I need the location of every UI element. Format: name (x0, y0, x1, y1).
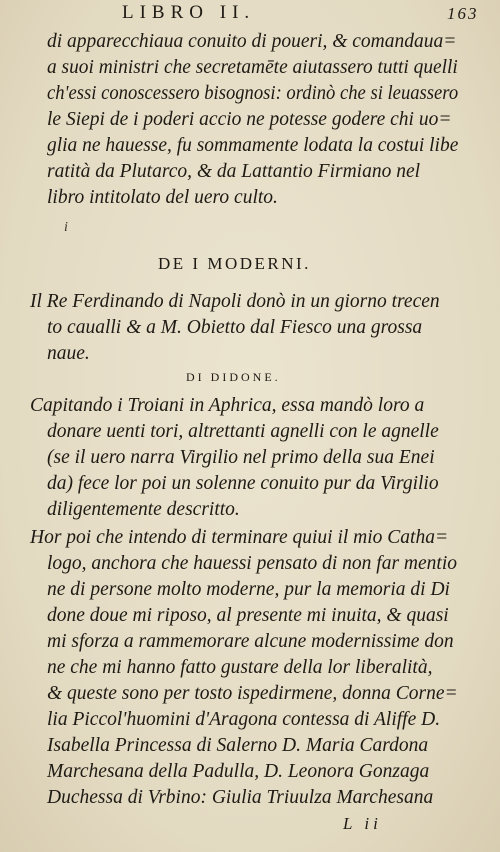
text-line: ne che mi hanno fatto gustare della lor liberalità, (47, 657, 433, 678)
text-line: da) fece lor poi un solenne conuito pur da Virgilio (47, 473, 439, 494)
margin-mark: i (64, 220, 70, 235)
text-line: glia ne hauesse, fu sommamente lodata la costui libe (47, 135, 459, 156)
text-line: ch'essi conoscessero bisognosi: ordinò che si leuassero (47, 83, 459, 104)
text-line: & queste sono per tosto ispedirmene, donna Corne= (47, 683, 458, 704)
text-line: to caualli & a M. Obietto dal Fiesco una grossa (47, 317, 423, 338)
signature-mark: L ii (343, 814, 382, 833)
text-line: (se il uero narra Virgilio nel primo della sua Enei (47, 447, 435, 468)
text-line: ne di persone molto moderne, pur la memoria di Di (47, 579, 450, 600)
text-line: donare uenti tori, altrettanti agnelli con le agnelle (47, 421, 439, 442)
text-line: Hor poi che intendo di terminare quiui il mio Catha= (30, 527, 449, 548)
text-line: a suoi ministri che secretamēte aiutassero tutti quelli (47, 57, 458, 78)
text-line: Isabella Princessa di Salerno D. Maria Cardona (47, 735, 429, 756)
text-line: done doue mi riposo, al presente mi inuita, & quasi (47, 605, 449, 626)
running-head: LIBRO II. (122, 2, 256, 23)
text-line: lia Piccol'huomini d'Aragona contessa di Aliffe D. (47, 709, 441, 730)
section-heading: DE I MODERNI. (158, 254, 311, 273)
text-line: Marchesana della Padulla, D. Leonora Gonzaga (47, 761, 430, 782)
text-line: Capitando i Troiani in Aphrica, essa mandò loro a (30, 395, 425, 416)
text-line: naue. (47, 343, 90, 364)
text-line: libro intitolato del uero culto. (47, 187, 278, 208)
text-line: Duchessa di Vrbino: Giulia Triuulza Marchesana (47, 787, 434, 808)
text-line: Il Re Ferdinando di Napoli donò in un giorno trecen (30, 291, 440, 312)
text-line: diligentemente descritto. (47, 499, 240, 520)
text-line: di apparecchiaua conuito di poueri, & comandaua= (47, 31, 457, 52)
text-line: mi sforza a rammemorare alcune modernissime don (47, 631, 454, 652)
text-line: le Siepi de i poderi accio ne potesse godere chi uo= (47, 109, 452, 130)
subheading: DI DIDONE. (186, 370, 281, 384)
text-line: ratità da Plutarco, & da Lattantio Firmiano nel (47, 161, 421, 182)
text-line: logo, anchora che hauessi pensato di non far mentio (47, 553, 458, 574)
page-number: 163 (447, 4, 479, 23)
